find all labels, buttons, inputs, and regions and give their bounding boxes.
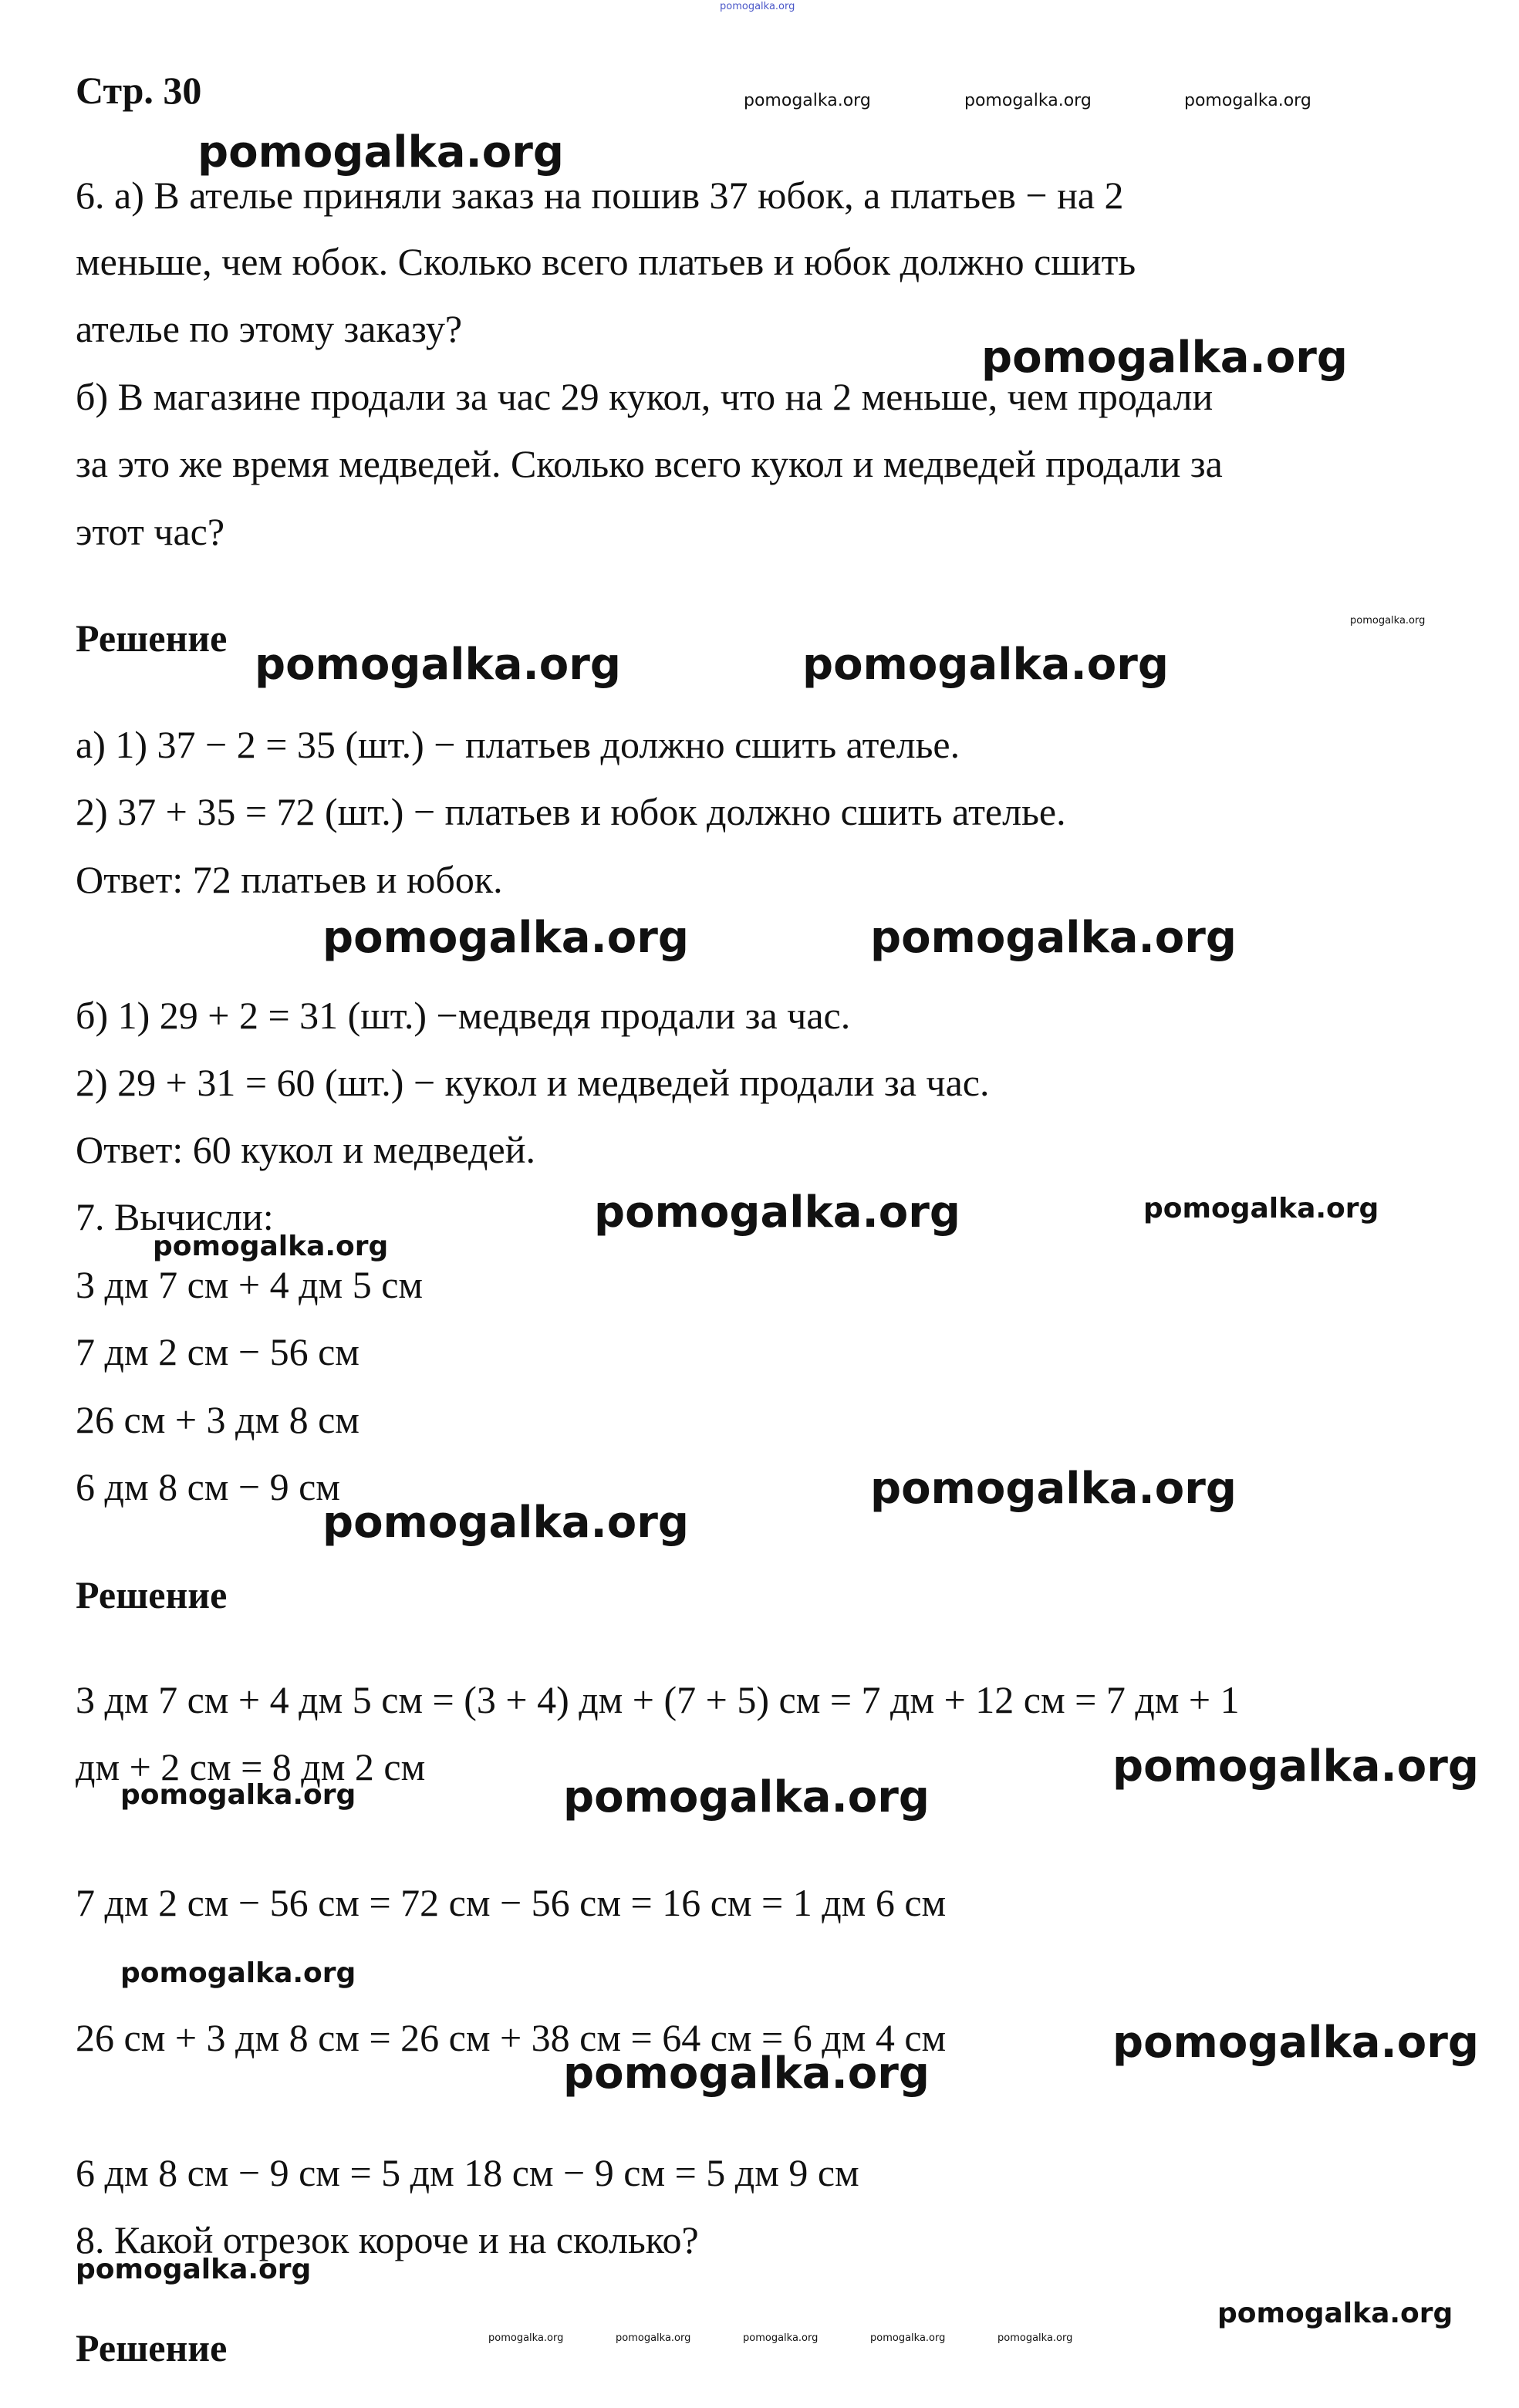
watermark-13: pomogalka.org [120,1779,356,1811]
watermark-tiny-2: pomogalka.org [488,2332,564,2344]
task7-expression-1: 3 дм 7 см + 4 дм 5 см [76,1263,424,1306]
task7-solution-line-2: 7 дм 2 см − 56 см = 72 см − 56 см = 16 см = 1 дм 6 см [76,1881,947,1924]
task6-solution-line-2: 2) 37 + 35 = 72 (шт.) − платьев и юбок должно сшить ателье. [76,790,1066,833]
watermark-15: pomogalka.org [120,1957,356,1989]
watermark-1: pomogalka.org [197,127,564,177]
watermark-4: pomogalka.org [802,640,1169,690]
task6-line-6: этот час? [76,510,225,553]
header-url-1: pomogalka.org [744,91,871,110]
watermark-9: pomogalka.org [153,1231,389,1262]
task7-expression-4: 6 дм 8 см − 9 см [76,1465,340,1508]
task6-line-1: 6. а) В ателье приняли заказ на пошив 37 юбок, а платьев − на 2 [76,174,1124,217]
watermark-16: pomogalka.org [1112,2018,1479,2068]
task6-line-5: за это же время медведей. Сколько всего кукол и медведей продали за [76,442,1223,485]
watermark-6: pomogalka.org [870,913,1237,963]
watermark-12: pomogalka.org [1112,1741,1479,1792]
task6-solution-line-4: 2) 29 + 31 = 60 (шт.) − кукол и медведей продали за час. [76,1061,990,1104]
task7-solution-line-4: 6 дм 8 см − 9 см = 5 дм 18 см − 9 см = 5 дм 9 см [76,2151,859,2194]
watermark-10: pomogalka.org [870,1464,1237,1514]
watermark-tiny-1: pomogalka.org [1350,615,1426,626]
watermark-5: pomogalka.org [322,913,689,963]
watermark-tiny-3: pomogalka.org [616,2332,691,2344]
task6-answer-b: Ответ: 60 кукол и медведей. [76,1128,535,1171]
watermark-tiny-4: pomogalka.org [743,2332,819,2344]
task6-solution-line-1: а) 1) 37 − 2 = 35 (шт.) − платьев должно сшить ателье. [76,723,960,766]
watermark-8: pomogalka.org [1143,1193,1379,1224]
watermark-14: pomogalka.org [563,1772,930,1822]
task6-line-4: б) В магазине продали за час 29 кукол, что на 2 меньше, чем продали [76,375,1214,418]
watermark-3: pomogalka.org [255,640,621,690]
task6-solution-heading: Решение [76,616,228,660]
task7-title: 7. Вычисли: [76,1195,274,1238]
watermark-17: pomogalka.org [563,2048,930,2099]
header-url-2: pomogalka.org [964,91,1092,110]
watermark-tiny-6: pomogalka.org [997,2332,1073,2344]
task7-solution-line-3: 26 см + 3 дм 8 см = 26 см + 38 см = 64 см = 6 дм 4 см [76,2016,947,2059]
watermark-11: pomogalka.org [322,1498,689,1548]
watermark-19: pomogalka.org [1217,2298,1453,2329]
watermark-top: pomogalka.org [720,1,795,12]
task6-line-2: меньше, чем юбок. Сколько всего платьев и юбок должно сшить [76,240,1136,283]
watermark-tiny-5: pomogalka.org [870,2332,946,2344]
task6-solution-line-3: б) 1) 29 + 2 = 31 (шт.) −медведя продали за час. [76,994,851,1037]
task7-solution-heading: Решение [76,1573,228,1616]
page-label: Стр. 30 [76,69,202,112]
task7-solution-line-1-cont: дм + 2 см = 8 дм 2 см [76,1745,426,1788]
task7-expression-2: 7 дм 2 см − 56 см [76,1330,359,1373]
watermark-2: pomogalka.org [981,333,1348,383]
task6-line-3: ателье по этому заказу? [76,307,463,350]
watermark-7: pomogalka.org [594,1187,960,1238]
header-url-3: pomogalka.org [1184,91,1311,110]
task7-solution-line-1: 3 дм 7 см + 4 дм 5 см = (3 + 4) дм + (7 + 5) см = 7 дм + 12 см = 7 дм + 1 [76,1678,1240,1721]
watermark-18: pomogalka.org [76,2254,312,2285]
task8-title: 8. Какой отрезок короче и на сколько? [76,2218,699,2261]
task7-expression-3: 26 см + 3 дм 8 см [76,1398,359,1441]
task8-solution-heading: Решение [76,2326,228,2369]
task6-answer-a: Ответ: 72 платьев и юбок. [76,858,503,901]
